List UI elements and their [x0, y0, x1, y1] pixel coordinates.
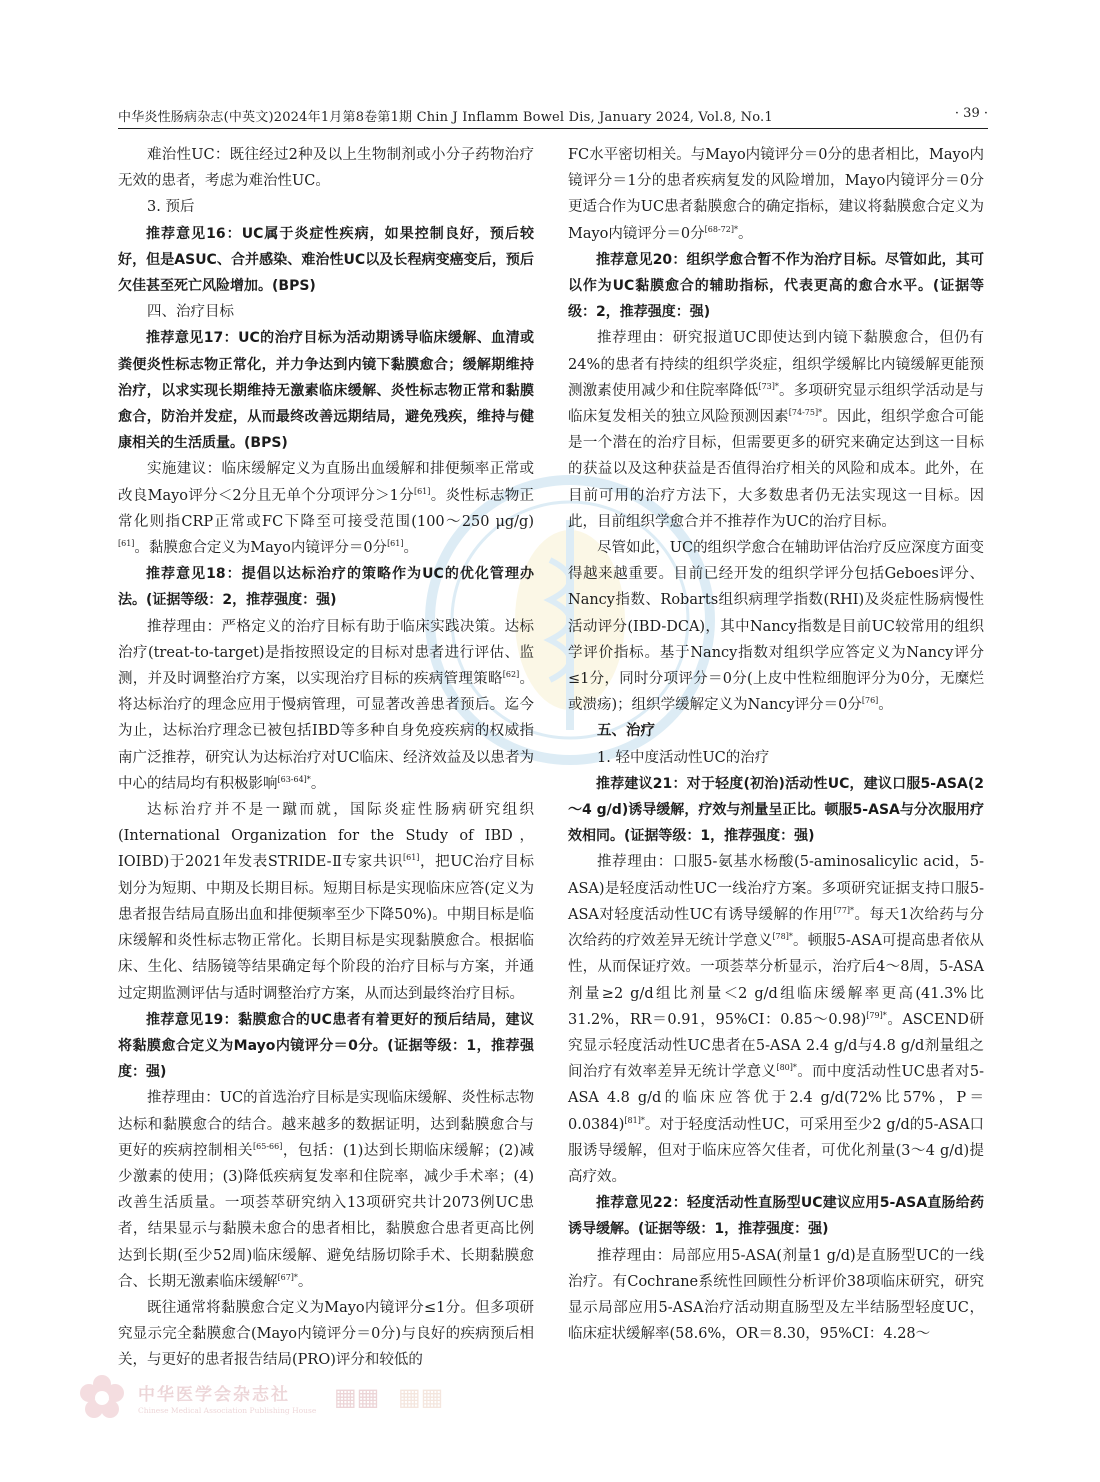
recommendation-16: 推荐意见16：UC属于炎症性疾病，如果控制良好，预后较好，但是ASUC、合并感染、难治性UC以及长程病变癌变后，预后欠佳甚至死亡风险增加。(BPS) [118, 225, 534, 295]
recommendation-20: 推荐意见20：组织学愈合暂不作为治疗目标。尽管如此，其可以作为UC黏膜愈合的辅助指标，代表更高的愈合水平。(证据等级：2，推荐强度：强) [568, 251, 984, 321]
wechat-icon: ▦▦ [334, 1382, 380, 1411]
app-icon: ▦▦ [398, 1382, 444, 1411]
recommendation-17: 推荐意见17：UC的治疗目标为活动期诱导临床缓解、血清或粪便炎性标志物正常化，并力争达到内镜下黏膜愈合；缓解期维持治疗，以求实现长期维持无激素临床缓解、炎性标志物正常和黏膜愈合，防治并发症，从而最终改善远期结局，避免残疾，维持与健康相关的生活质量。(BPS) [118, 330, 534, 452]
left-column [118, 142, 534, 1374]
running-header [118, 106, 988, 129]
paragraph: 达标治疗并不是一蹴而就，国际炎症性肠病研究组织(International Organization for the Study of IBD，IOIBD)于2021年发表STRIDE-Ⅱ专家共识[61]，把UC治疗目标划分为短期、中期及长期目标。短期目标是实现临床应答(定义为患者报告结局直肠出血和排便频率至少下降50%)。中期目标是临床缓解和炎性标志物正常化。长期目标是实现黏膜愈合。根据临床、生化、结肠镜等结果确定每个阶段的治疗目标与方案，并通过定期监测评估与适时调整治疗方案，从而达到最终治疗目标。 [118, 802, 534, 1002]
paragraph: 推荐理由：严格定义的治疗目标有助于临床实践决策。达标治疗(treat-to-target)是指按照设定的目标对患者进行评估、监测，并及时调整治疗方案，以实现治疗目标的疾病管理策略[62]。将达标治疗的理念应用于慢病管理，可显著改善患者预后。迄今为止，达标治疗理念已被包括IBD等多种自身免疫疾病的权威指南广泛推荐，研究认为达标治疗对UC临床、经济效益及以患者为中心的结局均有积极影响$^{[63-64]*}$。 [118, 618, 535, 792]
right-column [568, 142, 984, 1347]
publisher-name-cn: 中华医学会杂志社 [138, 1385, 290, 1405]
paragraph: 推荐理由：研究报道UC即使达到内镜下黏膜愈合，但仍有24%的患者有持续的组织学炎症，组织学缓解比内镜缓解更能预测激素使用减少和住院率降低$^{[73]*}$。多项研究显示组织学活动是与临床复发相关的独立风险预测因素$^{[74-75]*}$。因此，组织学愈合可能是一个潜在的治疗目标，但需要更多的研究来确定达到这一目标的获益以及这种获益是否值得治疗相关的风险和成本。此外，在目前可用的治疗方法下，大多数患者仍无法实现这一目标。因此，目前组织学愈合并不推荐作为UC的治疗目标。 [568, 330, 985, 530]
publisher-name-en: Chinese Medical Association Publishing House [138, 1406, 317, 1415]
paragraph: 尽管如此，UC的组织学愈合在辅助评估治疗反应深度方面变得越来越重要。目前已经开发的组织学评分包括Geboes评分、Nancy指数、Robarts组织病理学指数(RHI)及炎症性肠病慢性活动评分(IBD-DCA)，其中Nancy指数是目前UC较常用的组织学评价指标。基于Nancy指数对组织学应答定义为Nancy评分≤1分，同时分项评分＝0分(上皮中性粒细胞评分为0分，无糜烂或溃疡)；组织学缓解定义为Nancy评分＝0分[76]。 [568, 540, 984, 714]
recommendation-19: 推荐意见19：黏膜愈合的UC患者有着更好的预后结局，建议将黏膜愈合定义为Mayo内镜评分＝0分。(证据等级：1，推荐强度：强) [118, 1011, 534, 1081]
journal-citation: 中华炎性肠病杂志(中英文)2024年1月第8卷第1期 Chin J Inflamm Bowel Dis, January 2024, Vol.8, No.1 [118, 110, 773, 125]
section-heading: 五、治疗 [597, 723, 655, 740]
section-heading: 四、治疗目标 [147, 304, 234, 321]
recommendation-18: 推荐意见18：提倡以达标治疗的策略作为UC的优化管理办法。(证据等级：2，推荐强度：强) [118, 566, 534, 609]
paragraph: 推荐理由：UC的首选治疗目标是实现临床缓解、炎性标志物达标和黏膜愈合的结合。越来越多的数据证明，达到黏膜愈合与更好的疾病控制相关[65-66]，包括：(1)达到长期临床缓解；(2)减少激素的使用；(3)降低疾病复发率和住院率，减少手术率；(4)改善生活质量。一项荟萃研究纳入13项研究共计2073例UC患者，结果显示与黏膜未愈合的患者相比，黏膜愈合患者更高比例达到长期(至少52周)临床缓解、避免结肠切除手术、长期黏膜愈合、长期无激素临床缓解$^{[67]*}$。 [118, 1090, 535, 1290]
paragraph: 推荐理由：口服5-氨基水杨酸(5-aminosalicylic acid，5-ASA)是轻度活动性UC一线治疗方案。多项研究证据支持口服5-ASA对轻度活动性UC有诱导缓解的作用$^{[77]*}$。每天1次给药与分次给药的疗效差异无统计学意义$^{[78]*}$。顿服5-ASA可提高患者依从性，从而保证疗效。一项荟萃分析显示，治疗后4～8周，5-ASA剂量≥2 g/d组比剂量＜2 g/d组临床缓解率更高(41.3%比31.2%，RR＝0.91，95%CI：0.85～0.98)$^{[79]*}$。ASCEND研究显示轻度活动性UC患者在5-ASA 2.4 g/d与4.8 g/d剂量组之间治疗有效率差异无统计学意义$^{[80]*}$。而中度活动性UC患者对5-ASA 4.8 g/d的临床应答优于2.4 g/d(72%比57%，P＝0.0384)$^{[81]*}$。对于轻度活动性UC，可采用至少2 g/d的5-ASA口服诱导缓解，但对于临床应答欠佳者，可优化剂量(3～4 g/d)提高疗效。 [568, 854, 984, 1185]
paragraph: 推荐理由：局部应用5-ASA(剂量1 g/d)是直肠型UC的一线治疗。有Cochrane系统性回顾性分析评价38项临床研究，研究显示局部应用5-ASA治疗活动期直肠型及左半结肠型轻度UC，临床症状缓解率(58.6%，OR＝8.30，95%CI：4.28～ [568, 1247, 984, 1343]
paragraph: 既往通常将黏膜愈合定义为Mayo内镜评分≤1分。但多项研究显示完全黏膜愈合(Mayo内镜评分＝0分)与良好的疾病预后相关，与更好的患者报告结局(PRO)评分和较低的 [118, 1299, 534, 1369]
recommendation-22: 推荐意见22：轻度活动性直肠型UC建议应用5-ASA直肠给药诱导缓解。(证据等级：1，推荐强度：强) [568, 1195, 984, 1238]
recommendation-21: 推荐建议21：对于轻度(初治)活动性UC，建议口服5-ASA(2～4 g/d)诱导缓解，疗效与剂量呈正比。顿服5-ASA与分次服用疗效相同。(证据等级：1，推荐强度：强) [568, 775, 984, 845]
page-number: · 39 · [954, 106, 988, 121]
paragraph: FC水平密切相关。与Mayo内镜评分＝0分的患者相比，Mayo内镜评分＝1分的患者疾病复发的风险增加，Mayo内镜评分＝0分更适合作为UC患者黏膜愈合的确定指标，建议将黏膜愈合定义为Mayo内镜评分＝0分$^{[68-72]*}$。 [568, 147, 984, 242]
paragraph: 实施建议：临床缓解定义为直肠出血缓解和排便频率正常或改良Mayo评分＜2分且无单个分项评分＞1分[61]。炎性标志物正常化则指CRP正常或FC下降至可接受范围(100～250 μg/g)[61]。黏膜愈合定义为Mayo内镜评分＝0分[61]。 [118, 461, 534, 557]
flower-icon [76, 1372, 128, 1424]
subsection-heading: 3. 预后 [147, 199, 195, 216]
paragraph: 难治性UC：既往经过2种及以上生物制剂或小分子药物治疗无效的患者，考虑为难治性UC。 [118, 147, 534, 190]
subsection-heading: 1. 轻中度活动性UC的治疗 [597, 749, 770, 766]
